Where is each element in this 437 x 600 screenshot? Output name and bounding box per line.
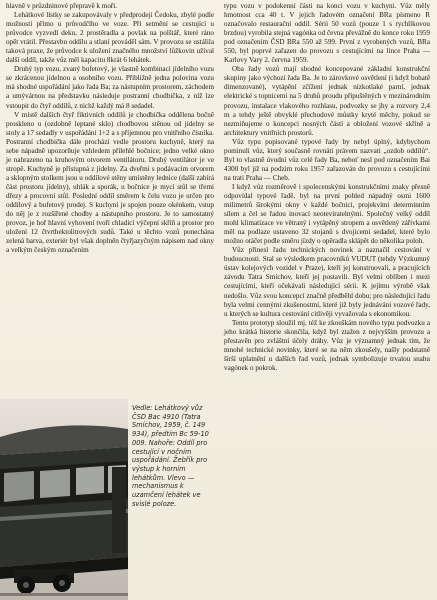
railcar-photo	[0, 399, 128, 600]
photo-caption: Vedle: Lehátkový vůz ČSD Bac 4910 (Tatra Smíchov, 1959, č. 149 934), předtím Bc 59-10 009. Nahoře: Oddíl pro cestující v nočním uspořádání. Žebřík pro výstup k horním lehátkům. Vlevo — mechanismus k uzamčení lehátek ve svislé poloze.	[132, 404, 209, 508]
paragraph: Tento prototyp sloužil mj. též ke zkouškám nového typu podvozku a jeho krátká historie skončila, když byl ztažen z nejvyšším provozu a přestavěn pro zvláštní účely dráhy. Vůz je významný jednak tím, že mnohé technické novinky, které se na něm zkoušely, našly podstatně širší uplatnění u dalších řad vozů, jednak symbolizuje trvalou snahu vagónek o pokrok.	[224, 318, 430, 372]
paragraph: Oba řady vozů mají shodné koncepované základní konstrukční skupiny jako výchozí řada Ba. Je to zárovkové osvětlení (i když bohatě dimenzované), vytápění zčížení jednak nízkotlaké parní, jednak elektrické s topnicemi na 5 druhů proudu připuštěných v mezinárodním provozu, instalace vlakového rozhlasu, podvozky se jhy a rozvory 2,4 m a tehdy ještě obvyklé přechodové můstky kryté měchy, pokud se nezmiňujeme o koncepci nosných částí a obložení vozové skříně a architektury vnitřních prostorů.	[224, 65, 430, 137]
paragraph: hlavně v průzdninové přepravě k moři.	[6, 2, 118, 10]
sleeper-car-illustration	[0, 399, 128, 600]
paragraph: Vůz typu popisované typové řady by nebyl úplný, kdybychom pominuli vůz, který současně rovnáti právem nazvati „ozdob oddílů“. Byl to vlastně úvodní vůz celé řady Ba, neboť nesl pod označením Bai 4300 byl již na podzim roku 1957 zařazován do provozu s cestujícími na trati Praha — Cheb.	[224, 137, 430, 182]
paragraph: V místě dalších čtyř fiktivních oddílů je chodbička oddělena bočně proskleno u (ozdobně leptané sklo) chodbovou stěnou od jídelny se stoly a 17 sedadly v uspořádání 1+2 a s příjemnou pro vnitřního čísníka. Postranní chodbička dále prochází vedle prostoru kuchyně, který na sebe nápadně upozorňuje vzhledem přilehlé bočnice; jedno velké okno je nahrazeno na kruhovým otvorem ventilátoru. Druhý ventilátor je ve stropě. Kuchyně je přístupná z jídelny. Za dveřmi s podávacím otvorem a sklopným stolkem jsou u oddílové stěny umístěny lednice (další zabírá část prostoru jídelny), uhlák a sporák, u bočnice je mycí stůl se třemi dřezy a procovní stůl. Poslední oddíl směrem k čelu vozu je určen pro oddílový a bufetový prodej. S kuchyní je spojen pouze okénkem, vstup do něj je z rozšířené chodby a nástupního prostoru. Je to samostatný provoz, je hoř hlavní vyhovení tvoří chladicí výčepní skříň a prostor pro uložení 12 čtvrthektolitrových sudů. Také u těchto vozů ponechána zelená barva, exteriér byl však doplněn čtyřjazyčným nápisem nad okny a velkým českým označením	[6, 110, 214, 255]
paragraph: Vůz přinesl řadu technických novinek a naznačil cestování v budoucnosti. Stal se výsledkem pracovníků VUDUT (tehdy Výzkumný ústav kolejových vozidel v Praze), kteří jej konstruovali, a pracujících závodu Tatra Smíchov, kteří jej postavili. Byl velmi oblíben i mezi cestujícími, kteří očekávali následující sérii. K jejímu výrobě však nedošlo. Vůz svou koncepcí značně předběhl dobu; pro následující řadu byla velmi cennými zkušenostmi, které již byly jednáváni vozové řady, u kterých se kultura cestování citlivěji vyvažovala s ekonomikou.	[224, 246, 430, 318]
paragraph: I když vůz rozměrově i spolecenskými konstrukčními znaky přesně odpovídal typové řadě, byl na první pohled nápadný osmi 1600 milimetrů širokými okny v každé bočnici, projekvími determinním sílem a čel se řadou inovací neotevíratelnými. Společný velký oddíl mohl klimatizace ve větraný i vytápěný stropem a osvětlený zářivkami měl na podlaze ustaveno 32 stojanů s dvojicemi sedadel, které bylo možno otáčet podle směru jízdy o opěradla sklápět do několika poloh.	[224, 182, 430, 246]
paragraph: Lehátkové lístky se zakupovávaly v předprodeji Čedoku, zbylé podle možností přímo u průvodčího ve voze. Při setmění se cestující u průvodce vyzvedl deku, 2 prostěradla a povlak na polštář, které ráno opět vrátil. Přestavbu oddílu a stlaní prováděl sám. V provozu se ustálila taková praxe, že průvodce k uložení značného množství lůžkovin užíval další oddíl, takže vůz měl kapacitu 8krát 6 lehátek.	[6, 11, 214, 65]
article-column-right	[224, 2, 430, 373]
paragraph: Druhý typ vozu, zvaný bufetový, je vlastně kombinací jídelního vozu se zkrácenou jídelnou a osobního vozu. Přibližně jedna polovina vozu má shodné uspořádání jako řada Ba; za nástupním prostorem, záchodem a umývárnou na představku následuje postranní chodbička, z níž lze vstoupit do čtyř oddílů, z nichž každý má 8 sedadel.	[6, 65, 214, 110]
article-column-left	[6, 2, 214, 255]
paragraph: typu vozu v podokenní části na konci vozu v kuchyni. Vůz měly hmotnost cca 40 t. V jejich řadovém označení BRa písmeno R označovalo restaurační oddíl. Sérii 50 vozů (pouze 1 s rychlíkovou brzdou) vyrobila stejná vagónka od čevna převážně do konce roku 1959 pod označením ČSD BRa 550 až 599. První z vyrobených vozů, BRa 550, byl poprvé zařazen do provozu s cestujícími na lince Praha — Karlovy Vary 2. června 1959.	[224, 2, 430, 65]
